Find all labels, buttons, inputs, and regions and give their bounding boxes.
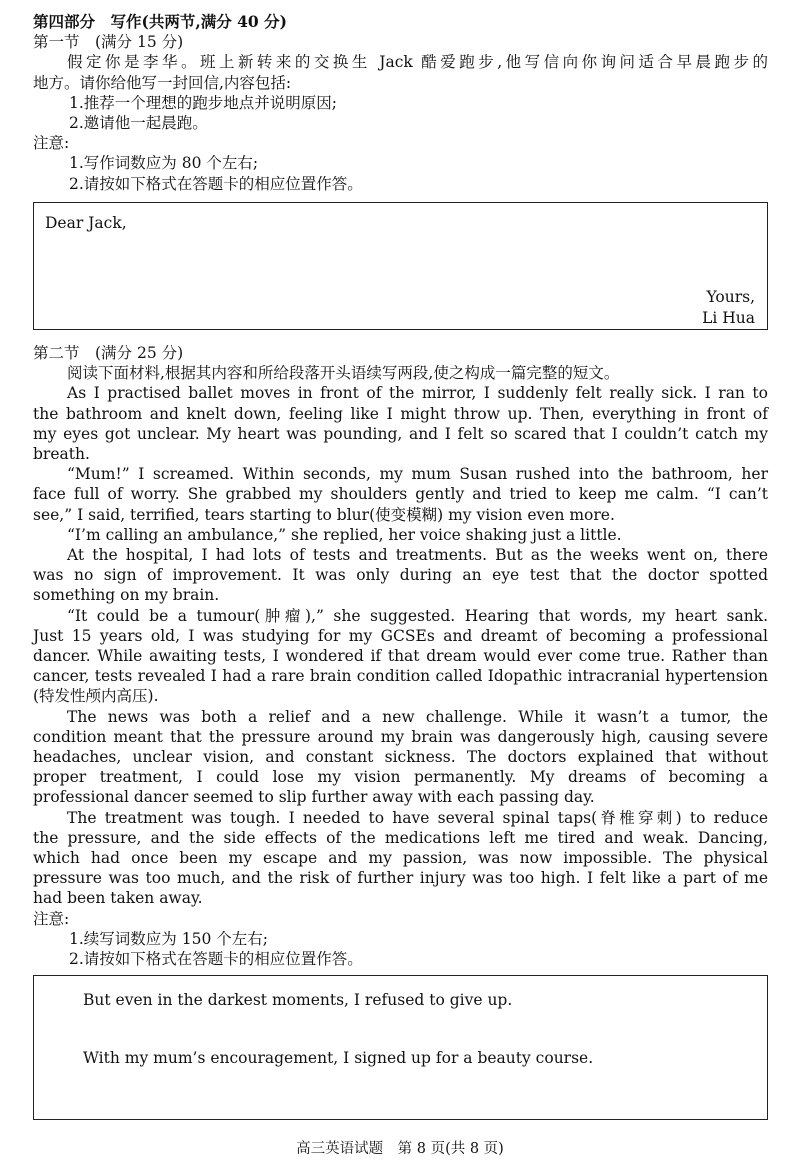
letter-closing: Yours, [706,288,755,306]
section2 [33,343,768,969]
story-text [33,383,768,908]
story-line: “Mum!” I screamed. Within seconds, my mum Susan rushed into the bathroom, her [67,465,768,484]
story-line: pressure was too much, and the risk of further injury was too high. I felt like a part of me [33,869,768,888]
story-line: professional dancer seemed to slip further away with each passing day. [33,788,595,807]
story-line: Just 15 years old, I was studying for my GCSEs and dreamt of becoming a professional [33,626,768,645]
section1-prompt-line: 假定你是李华。班上新转来的交换生 Jack 酷爱跑步,他写信向你询问适合早晨跑步的 [67,53,768,72]
story-line: “It could be a tumour(肿瘤),” she suggested. Hearing that words, my heart sank. [67,606,768,625]
section2-note: 2.请按如下格式在答题卡的相应位置作答。 [69,950,363,969]
story-line: which had once been my escape and my passion, was now impossible. The physical [33,849,768,868]
letter-salutation: Dear Jack, [45,214,127,232]
continuation-answer-box [33,975,768,1120]
section1-item: 2.邀请他一起晨跑。 [69,114,208,133]
story-line: my eyes got unclear. My heart was pounding, and I felt so scared that I couldn’t catch my [33,424,768,443]
paragraph-start-2: With my mum’s encouragement, I signed up for a beauty course. [83,1049,594,1067]
story-line: As I practised ballet moves in front of the mirror, I suddenly felt really sick. I ran to [67,384,768,403]
page-footer: 高三英语试题 第 8 页(共 8 页) [296,1141,504,1157]
story-line: the pressure, and the side effects of the medications left me tired and weak. Dancing, [33,828,768,847]
story-line: (特发性颅内高压). [33,687,159,706]
story-line: had been taken away. [33,889,203,908]
story-line: something on my brain. [33,586,220,605]
letter-answer-box [33,202,768,330]
story-line: face full of worry. She grabbed my shoulders gently and tried to keep me calm. “I can’t [33,485,768,504]
section1-heading: 第一节 (满分 15 分) [33,33,184,52]
section2-note-label: 注意: [33,909,70,928]
section1-note: 2.请按如下格式在答题卡的相应位置作答。 [69,174,363,193]
story-line: “I’m calling an ambulance,” she replied, her voice shaking just a little. [67,525,622,544]
story-line: condition meant that the pressure around my brain was dangerously high, causing severe [33,727,768,746]
section2-note: 1.续写词数应为 150 个左右; [69,929,268,948]
letter-closing-block [702,287,755,329]
story-line: see,” I said, terrified, tears starting to blur(使变模糊) my vision even more. [33,505,615,524]
section2-heading: 第二节 (满分 25 分) [33,344,184,362]
paragraph-start-1: But even in the darkest moments, I refused to give up. [83,991,513,1009]
story-line: The treatment was tough. I needed to have several spinal taps(脊椎穿刺) to reduce [67,808,768,827]
section2-instruction: 阅读下面材料,根据其内容和所给段落开头语续写两段,使之构成一篇完整的短文。 [67,364,620,383]
story-line: cancer, tests revealed I had a rare brain condition called Idopathic intracranial hypertension [33,667,768,686]
part-title: 第四部分 写作(共两节,满分 40 分) [33,12,287,31]
story-line: the bathroom and knelt down, feeling like I might throw up. Then, everything in front of [33,404,768,423]
story-line: breath. [33,445,90,464]
story-line: was no sign of improvement. It was only during an eye test that the doctor spotted [33,566,768,585]
section1-note: 1.写作词数应为 80 个左右; [69,154,259,173]
section1 [33,12,768,194]
section1-item: 1.推荐一个理想的跑步地点并说明原因; [69,93,338,112]
story-line: dancer. While awaiting tests, I wondered if that dream would ever come true. Rather than [33,647,768,666]
letter-signature: Li Hua [702,309,755,327]
story-line: The news was both a relief and a new challenge. While it wasn’t a tumor, the [67,707,768,726]
story-line: At the hospital, I had lots of tests and treatments. But as the weeks went on, there [67,546,768,565]
story-line: proper treatment, I could lose my vision permanently. My dreams of becoming a [33,768,768,787]
story-line: headaches, unclear vision, and constant sickness. The doctors explained that without [33,748,768,767]
section1-note-label: 注意: [33,134,70,153]
section1-prompt-line: 地方。请你给他写一封回信,内容包括: [33,73,292,92]
